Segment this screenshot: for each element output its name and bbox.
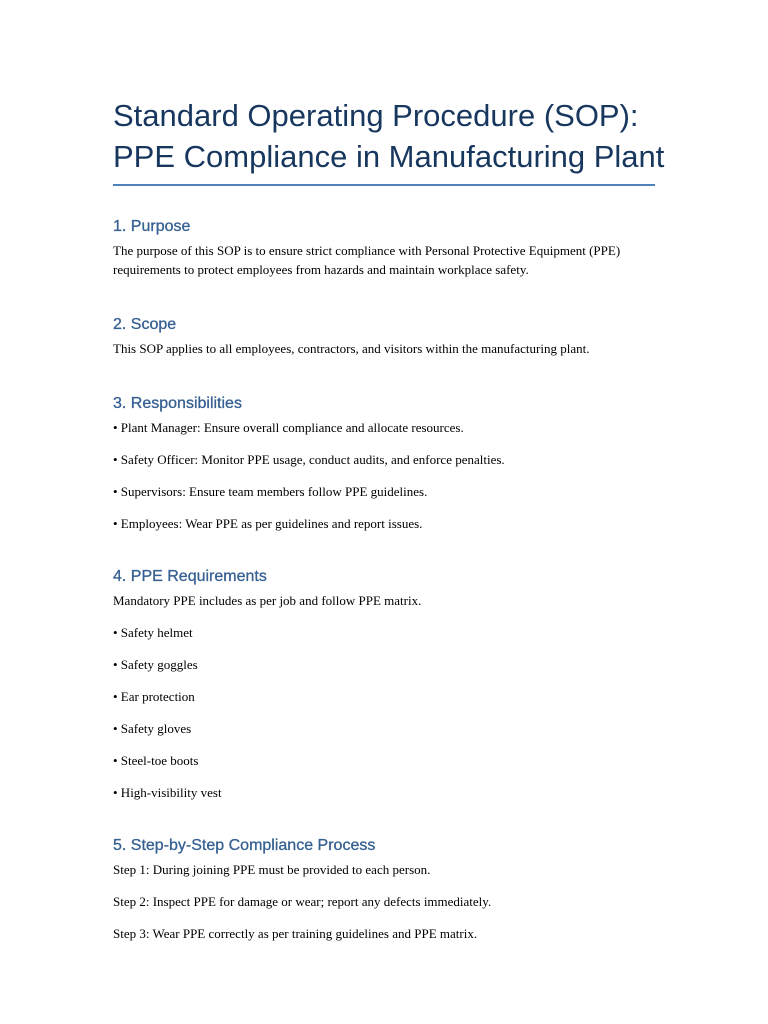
steps-list (113, 860, 658, 943)
section-ppe-requirements (113, 567, 658, 802)
list-item: • Safety goggles (113, 657, 198, 672)
section-heading-purpose: 1. Purpose (113, 218, 191, 235)
title-line-2: PPE Compliance in Manufacturing Plant (113, 139, 665, 174)
list-item: • Supervisors: Ensure team members follow PPE guidelines. (113, 484, 428, 499)
list-item: • Steel-toe boots (113, 753, 199, 768)
list-item: • Safety Officer: Monitor PPE usage, conduct audits, and enforce penalties. (113, 452, 505, 467)
list-item: Step 1: During joining PPE must be provided to each person. (113, 862, 431, 877)
list-item: Step 2: Inspect PPE for damage or wear; report any defects immediately. (113, 894, 492, 909)
title-line-1: Standard Operating Procedure (SOP): (113, 98, 639, 133)
document-title (113, 0, 665, 177)
section-heading-scope: 2. Scope (113, 316, 177, 333)
list-item: • Ear protection (113, 689, 195, 704)
list-item: • Safety gloves (113, 721, 192, 736)
section-responsibilities (113, 394, 658, 533)
list-item: • Plant Manager: Ensure overall compliance and allocate resources. (113, 420, 464, 435)
list-item: • Safety helmet (113, 625, 193, 640)
section-heading-responsibilities: 3. Responsibilities (113, 395, 242, 412)
list-item: • High-visibility vest (113, 785, 222, 800)
section-heading-compliance-process: 5. Step-by-Step Compliance Process (113, 837, 376, 854)
ppe-list (113, 623, 658, 802)
list-item: • Employees: Wear PPE as per guidelines and report issues. (113, 516, 423, 531)
title-divider (113, 184, 655, 186)
list-item: Step 3: Wear PPE correctly as per training guidelines and PPE matrix. (113, 926, 478, 941)
section-compliance-process (113, 836, 658, 943)
responsibilities-list (113, 418, 658, 533)
purpose-text: The purpose of this SOP is to ensure strict compliance with Personal Protective Equipment (PPE) requirements to protect employees from hazards and maintain workplace safety. (113, 243, 621, 277)
ppe-intro-text: Mandatory PPE includes as per job and follow PPE matrix. (113, 593, 422, 608)
section-scope (113, 315, 658, 358)
section-heading-ppe-requirements: 4. PPE Requirements (113, 568, 267, 585)
scope-text: This SOP applies to all employees, contractors, and visitors within the manufacturing plant. (113, 341, 590, 356)
section-purpose (113, 217, 658, 279)
document-page (113, 0, 665, 943)
